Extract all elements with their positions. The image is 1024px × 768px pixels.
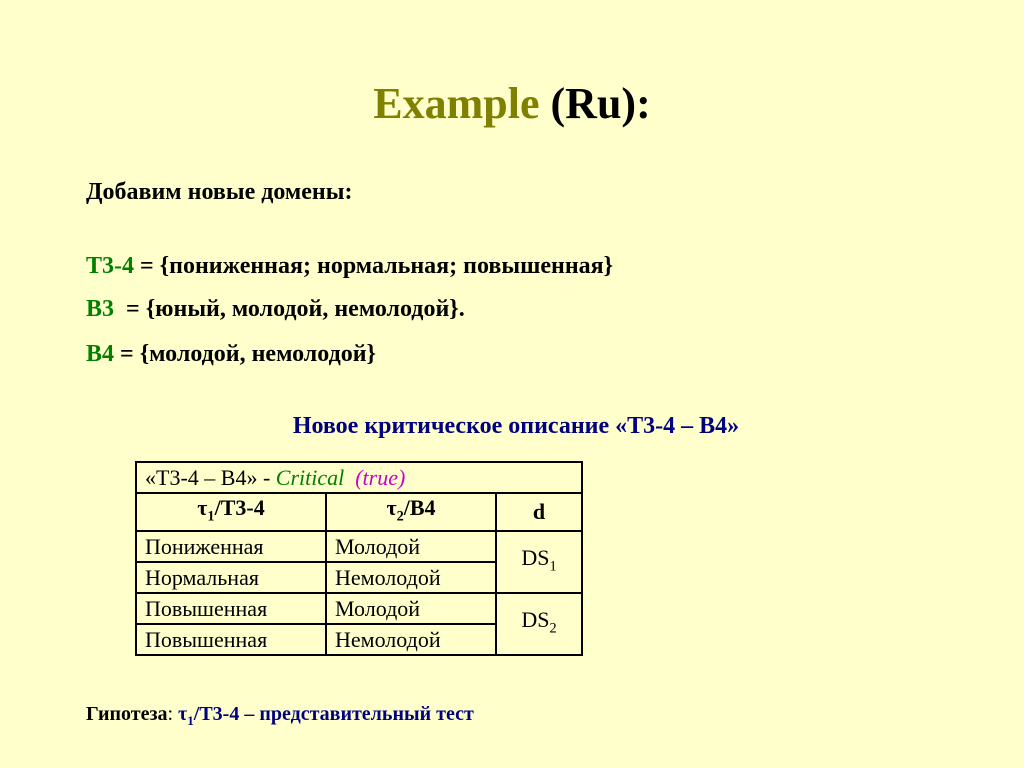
tau-symbol: τ bbox=[197, 495, 208, 520]
tau-subscript: 1 bbox=[187, 713, 194, 728]
domain-definition: = {пониженная; нормальная; повышенная} bbox=[134, 253, 614, 279]
ds-subscript: 1 bbox=[549, 558, 557, 575]
cell-t2: Молодой bbox=[326, 531, 496, 562]
cell-t1: Повышенная bbox=[136, 593, 326, 624]
table-row bbox=[136, 531, 582, 562]
cell-t2: Немолодой bbox=[326, 624, 496, 655]
domain-name: B4 bbox=[86, 341, 115, 367]
cell-ds1 bbox=[496, 531, 582, 593]
column-header-text: /B4 bbox=[403, 495, 436, 520]
intro-text: Добавим новые домены: bbox=[86, 179, 353, 205]
table-row bbox=[136, 593, 582, 624]
domain-line-b4 bbox=[86, 338, 376, 370]
slide-title bbox=[0, 78, 1024, 130]
cell-t2: Немолодой bbox=[326, 562, 496, 593]
column-header-tau1 bbox=[136, 493, 326, 531]
domain-name: B3 bbox=[86, 296, 115, 322]
domain-name: T3-4 bbox=[86, 253, 134, 279]
cell-t1: Пониженная bbox=[136, 531, 326, 562]
domain-line-b3 bbox=[86, 293, 465, 325]
table-header-row bbox=[136, 493, 582, 531]
ds-base: DS bbox=[521, 607, 550, 633]
critical-description-table bbox=[135, 461, 583, 656]
hypothesis-text: /T3-4 – представительный тест bbox=[193, 703, 474, 725]
caption-true: (true) bbox=[355, 464, 406, 490]
critical-description-heading: Новое критическое описание «T3-4 – B4» bbox=[292, 413, 740, 439]
title-paren: (Ru): bbox=[550, 79, 651, 128]
domain-definition: = {юный, молодой, немолодой}. bbox=[114, 296, 465, 322]
cell-t1: Нормальная bbox=[136, 562, 326, 593]
hypothesis-line bbox=[86, 700, 474, 735]
hypothesis-colon: : bbox=[167, 703, 179, 725]
hypothesis-label: Гипотеза bbox=[86, 703, 168, 725]
domain-line-t3-4 bbox=[86, 250, 613, 282]
domain-definition: = {молодой, немолодой} bbox=[114, 341, 376, 367]
column-header-d: d bbox=[496, 493, 582, 531]
cell-ds2 bbox=[496, 593, 582, 655]
tau-symbol: τ bbox=[386, 495, 397, 520]
column-header-tau2 bbox=[326, 493, 496, 531]
caption-prefix: «T3-4 – B4» - bbox=[145, 464, 276, 490]
table-caption-cell bbox=[136, 462, 582, 493]
cell-t1: Повышенная bbox=[136, 624, 326, 655]
tau-symbol: τ bbox=[178, 703, 188, 725]
cell-t2: Молодой bbox=[326, 593, 496, 624]
table-caption-row bbox=[136, 462, 582, 493]
column-header-text: /T3-4 bbox=[214, 495, 265, 520]
tau-subscript: 1 bbox=[207, 508, 215, 525]
ds-subscript: 2 bbox=[549, 620, 557, 637]
ds-base: DS bbox=[521, 545, 550, 571]
caption-critical: Critical bbox=[275, 464, 345, 490]
title-main: Example bbox=[373, 79, 540, 128]
tau-subscript: 2 bbox=[396, 508, 404, 525]
